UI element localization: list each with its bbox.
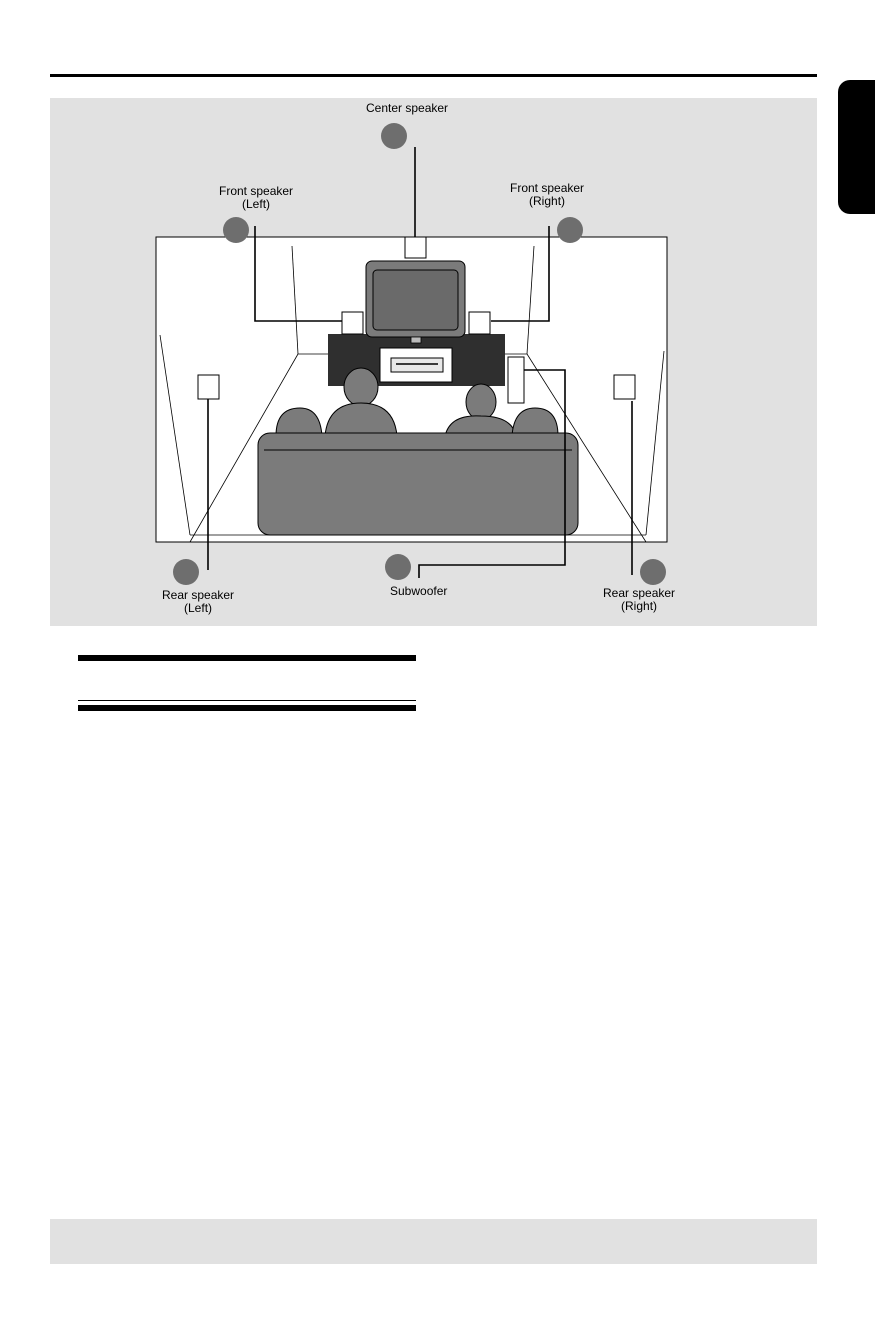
marker-center: [381, 123, 407, 149]
note-box: [50, 1219, 817, 1264]
center-speaker-box: [405, 237, 426, 258]
speaker-placement-diagram: [50, 98, 817, 626]
section-heading-rules: [78, 655, 416, 711]
label-rear-right-speaker: Rear speaker (Right): [603, 586, 676, 613]
dvd-player: [391, 358, 443, 372]
language-tab: [838, 80, 875, 214]
subwoofer-box: [508, 357, 524, 403]
label-front-right-speaker: Front speaker (Right): [510, 181, 585, 208]
front-left-speaker-box: [342, 312, 363, 334]
label-rear-left-speaker: Rear speaker (Left): [162, 588, 235, 615]
header-rule: [50, 74, 817, 77]
front-right-speaker-box: [469, 312, 490, 334]
marker-front-right: [557, 217, 583, 243]
rear-right-speaker-box: [614, 375, 635, 399]
tv-screen: [373, 270, 458, 330]
label-subwoofer: Subwoofer: [390, 584, 448, 598]
marker-subwoofer: [385, 554, 411, 580]
room-illustration: [50, 98, 817, 626]
marker-front-left: [223, 217, 249, 243]
rear-left-speaker-box: [198, 375, 219, 399]
marker-rear-left: [173, 559, 199, 585]
marker-rear-right: [640, 559, 666, 585]
label-center-speaker: Center speaker: [366, 101, 449, 115]
label-front-left-speaker: Front speaker (Left): [219, 184, 294, 211]
